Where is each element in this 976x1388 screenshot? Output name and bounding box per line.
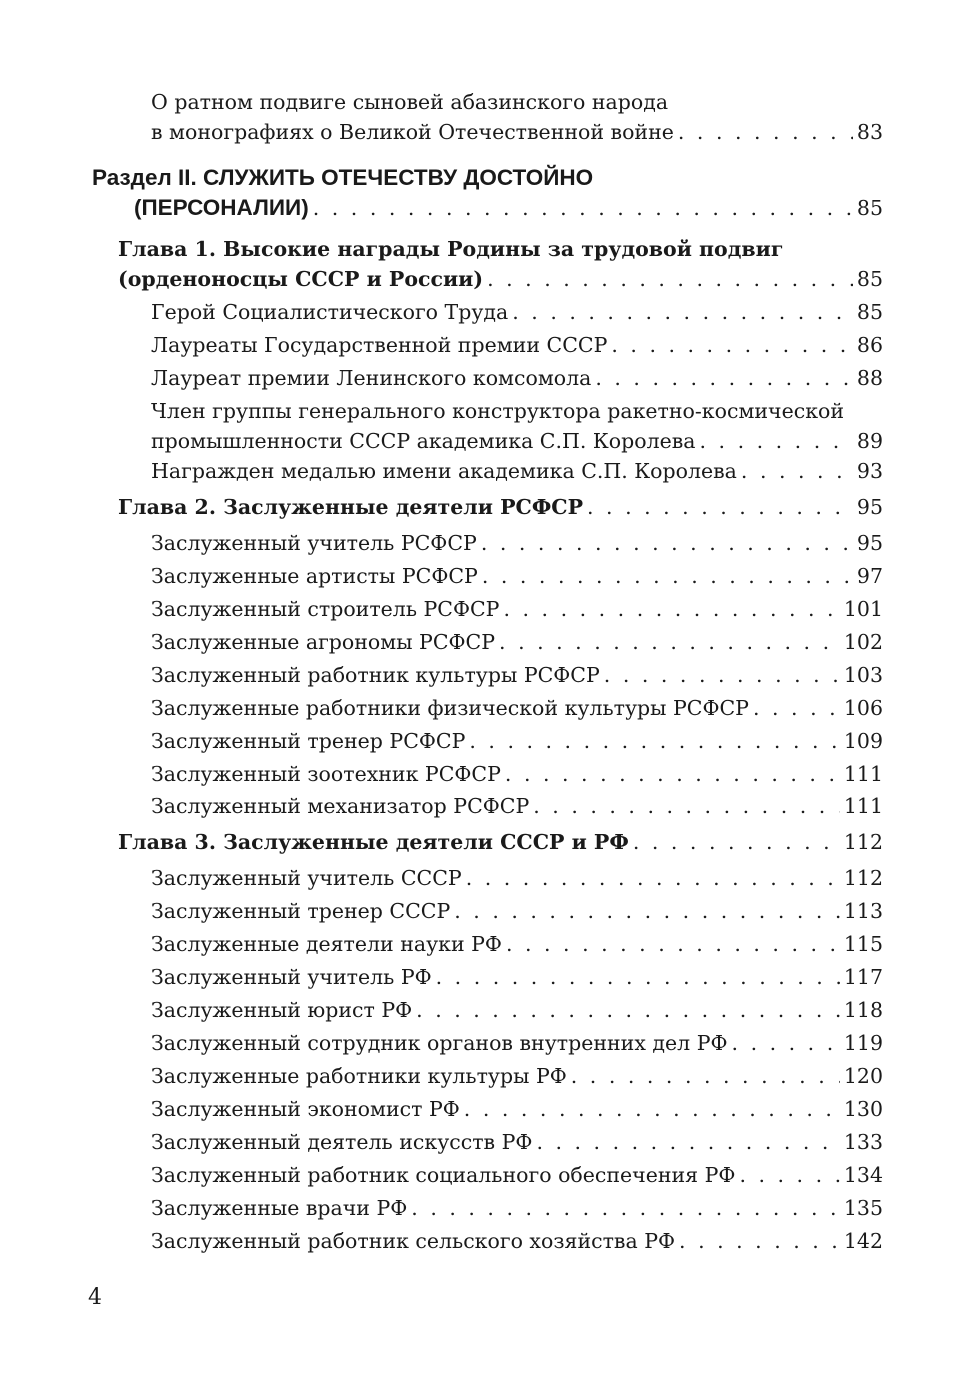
toc-page-number: 120 (843, 1064, 883, 1088)
toc-section-title-line: (ПЕРСОНАЛИИ) (134, 195, 309, 220)
dot-leader (411, 1193, 840, 1223)
toc-entry-title-line: Заслуженный учитель РСФСР (151, 531, 477, 555)
toc-entry (151, 297, 883, 327)
toc-page-number: 95 (856, 531, 883, 555)
toc-entry (151, 1028, 883, 1058)
toc-entry-title-line: О ратном подвиге сыновей абазинского народа (151, 90, 669, 114)
toc-page-number: 135 (843, 1196, 883, 1220)
dot-leader (732, 1028, 840, 1058)
dot-leader (741, 456, 853, 486)
toc-page-number: 103 (843, 663, 883, 687)
dot-leader (454, 896, 840, 926)
toc-page-number: 85 (856, 300, 883, 324)
toc-entry-title-line: Награжден медалью имени академика С.П. Королева (151, 459, 737, 483)
toc-entry (151, 726, 883, 756)
dot-leader (466, 863, 840, 893)
page-number: 4 (88, 1285, 102, 1310)
toc-entry-title-line: Лауреаты Государственной премии СССР (151, 333, 608, 357)
dot-leader (481, 528, 853, 558)
toc-entry (151, 456, 883, 486)
toc-entry-title-line: Заслуженный деятель искусств РФ (151, 1130, 533, 1154)
toc-entry-title-line: Лауреат премии Ленинского комсомола (151, 366, 592, 390)
toc-entry (151, 87, 883, 147)
toc-page-number: 113 (843, 899, 883, 923)
toc-page-number: 142 (843, 1229, 883, 1253)
toc-page-number: 119 (843, 1031, 883, 1055)
toc-section (92, 163, 883, 223)
toc-page-number: 111 (843, 794, 883, 818)
dot-leader (436, 962, 840, 992)
toc-page-number: 85 (856, 196, 883, 220)
toc-chapter (118, 234, 883, 294)
dot-leader (595, 363, 853, 393)
toc-entry-title-line: Заслуженный тренер СССР (151, 899, 451, 923)
toc-entry-title-line: в монографиях о Великой Отечественной войне (151, 120, 674, 144)
dot-leader (700, 426, 853, 456)
toc-page-number: 130 (843, 1097, 883, 1121)
dot-leader (512, 297, 853, 327)
toc-page-number: 83 (856, 120, 883, 144)
toc-page-number: 118 (843, 998, 883, 1022)
dot-leader (633, 827, 840, 857)
toc-page-number: 117 (843, 965, 883, 989)
toc-page-number: 89 (856, 429, 883, 453)
dot-leader (604, 660, 840, 690)
toc-entry (151, 1127, 883, 1157)
dot-leader (505, 759, 840, 789)
toc-chapter (118, 492, 883, 522)
toc-page-number: 95 (856, 495, 883, 519)
toc-page-number: 86 (856, 333, 883, 357)
toc-page-number: 97 (856, 564, 883, 588)
dot-leader (678, 117, 853, 147)
toc-page-number: 112 (843, 866, 883, 890)
toc-entry (151, 1226, 883, 1256)
dot-leader (464, 1094, 840, 1124)
dot-leader (679, 1226, 840, 1256)
toc-chapter-title-line: Глава 3. Заслуженные деятели СССР и РФ (118, 830, 629, 854)
toc-entry-title-line: Заслуженный учитель РФ (151, 965, 432, 989)
toc-entry (151, 896, 883, 926)
toc-entry-title-line: Заслуженный работник социального обеспечения РФ (151, 1163, 736, 1187)
toc-entry-title-line: Заслуженные артисты РСФСР (151, 564, 478, 588)
toc-entry (151, 1160, 883, 1190)
toc-entry (151, 594, 883, 624)
toc-page-number: 115 (843, 932, 883, 956)
toc-page-number: 111 (843, 762, 883, 786)
toc-entry-title-line: Заслуженный тренер РСФСР (151, 729, 466, 753)
toc-entry (151, 693, 883, 723)
toc-entry (151, 396, 883, 456)
toc-entry-title-line: Заслуженный сотрудник органов внутренних дел РФ (151, 1031, 728, 1055)
toc-entry-title-line: Заслуженные работники физической культуры РСФСР (151, 696, 749, 720)
toc-entry-title-line: Заслуженный юрист РФ (151, 998, 413, 1022)
toc-entry (151, 363, 883, 393)
dot-leader (739, 1160, 839, 1190)
toc-entry-title-line: Заслуженный зоотехник РСФСР (151, 762, 501, 786)
dot-leader (482, 561, 853, 591)
dot-leader (503, 594, 839, 624)
toc-entry (151, 1061, 883, 1091)
toc-chapter-title-line: Глава 2. Заслуженные деятели РСФСР (118, 495, 584, 519)
dot-leader (753, 693, 840, 723)
toc-entry (151, 995, 883, 1025)
toc-entry-title-line: Член группы генерального конструктора ракетно-космической (151, 399, 845, 423)
toc-entry (151, 627, 883, 657)
toc-entry (151, 528, 883, 558)
toc-chapter-title-line: Глава 1. Высокие награды Родины за трудовой подвиг (118, 237, 784, 261)
toc-entry-title-line: Заслуженный работник культуры РСФСР (151, 663, 600, 687)
toc-entry (151, 962, 883, 992)
dot-leader (469, 726, 839, 756)
toc-entry-title-line: Заслуженный работник сельского хозяйства РФ (151, 1229, 676, 1253)
toc-entry (151, 1193, 883, 1223)
toc-entry-title-line: Заслуженный механизатор РСФСР (151, 794, 530, 818)
dot-leader (416, 995, 840, 1025)
dot-leader (587, 492, 853, 522)
dot-leader (536, 1127, 839, 1157)
toc-entry (151, 759, 883, 789)
toc-chapter-title-line: (орденоносцы СССР и России) (118, 267, 484, 291)
toc-chapter (118, 827, 883, 857)
toc-page-number: 102 (843, 630, 883, 654)
toc-section-title-line: Раздел II. СЛУЖИТЬ ОТЕЧЕСТВУ ДОСТОЙНО (92, 165, 594, 190)
toc-entry (151, 660, 883, 690)
toc-entry-title-line: Заслуженные работники культуры РФ (151, 1064, 567, 1088)
toc-page-number: 134 (843, 1163, 883, 1187)
dot-leader (506, 929, 840, 959)
dot-leader (313, 193, 853, 223)
toc-page-number: 133 (843, 1130, 883, 1154)
dot-leader (611, 330, 853, 360)
toc-entry-title-line: Заслуженный учитель СССР (151, 866, 462, 890)
toc-entry-title-line: Заслуженные врачи РФ (151, 1196, 408, 1220)
toc-page-number: 85 (856, 267, 883, 291)
dot-leader (499, 627, 840, 657)
toc-entry-title-line: Заслуженные агрономы РСФСР (151, 630, 496, 654)
toc-page-number: 106 (843, 696, 883, 720)
toc-entry-title-line: промышленности СССР академика С.П. Королева (151, 429, 696, 453)
toc-entry (151, 791, 883, 821)
toc-entry (151, 561, 883, 591)
toc-entry-title-line: Заслуженные деятели науки РФ (151, 932, 502, 956)
dot-leader (487, 264, 853, 294)
toc-entry (151, 330, 883, 360)
toc-entry (151, 863, 883, 893)
toc-page-number: 101 (843, 597, 883, 621)
dot-leader (571, 1061, 840, 1091)
toc-page-number: 112 (843, 830, 883, 854)
toc-page-number: 93 (856, 459, 883, 483)
toc-entry-title-line: Герой Социалистического Труда (151, 300, 509, 324)
toc-page-number: 88 (856, 366, 883, 390)
dot-leader (533, 791, 840, 821)
toc-entry-title-line: Заслуженный экономист РФ (151, 1097, 460, 1121)
toc-entry (151, 929, 883, 959)
toc-page-number: 109 (843, 729, 883, 753)
toc-entry (151, 1094, 883, 1124)
toc-entry-title-line: Заслуженный строитель РСФСР (151, 597, 500, 621)
